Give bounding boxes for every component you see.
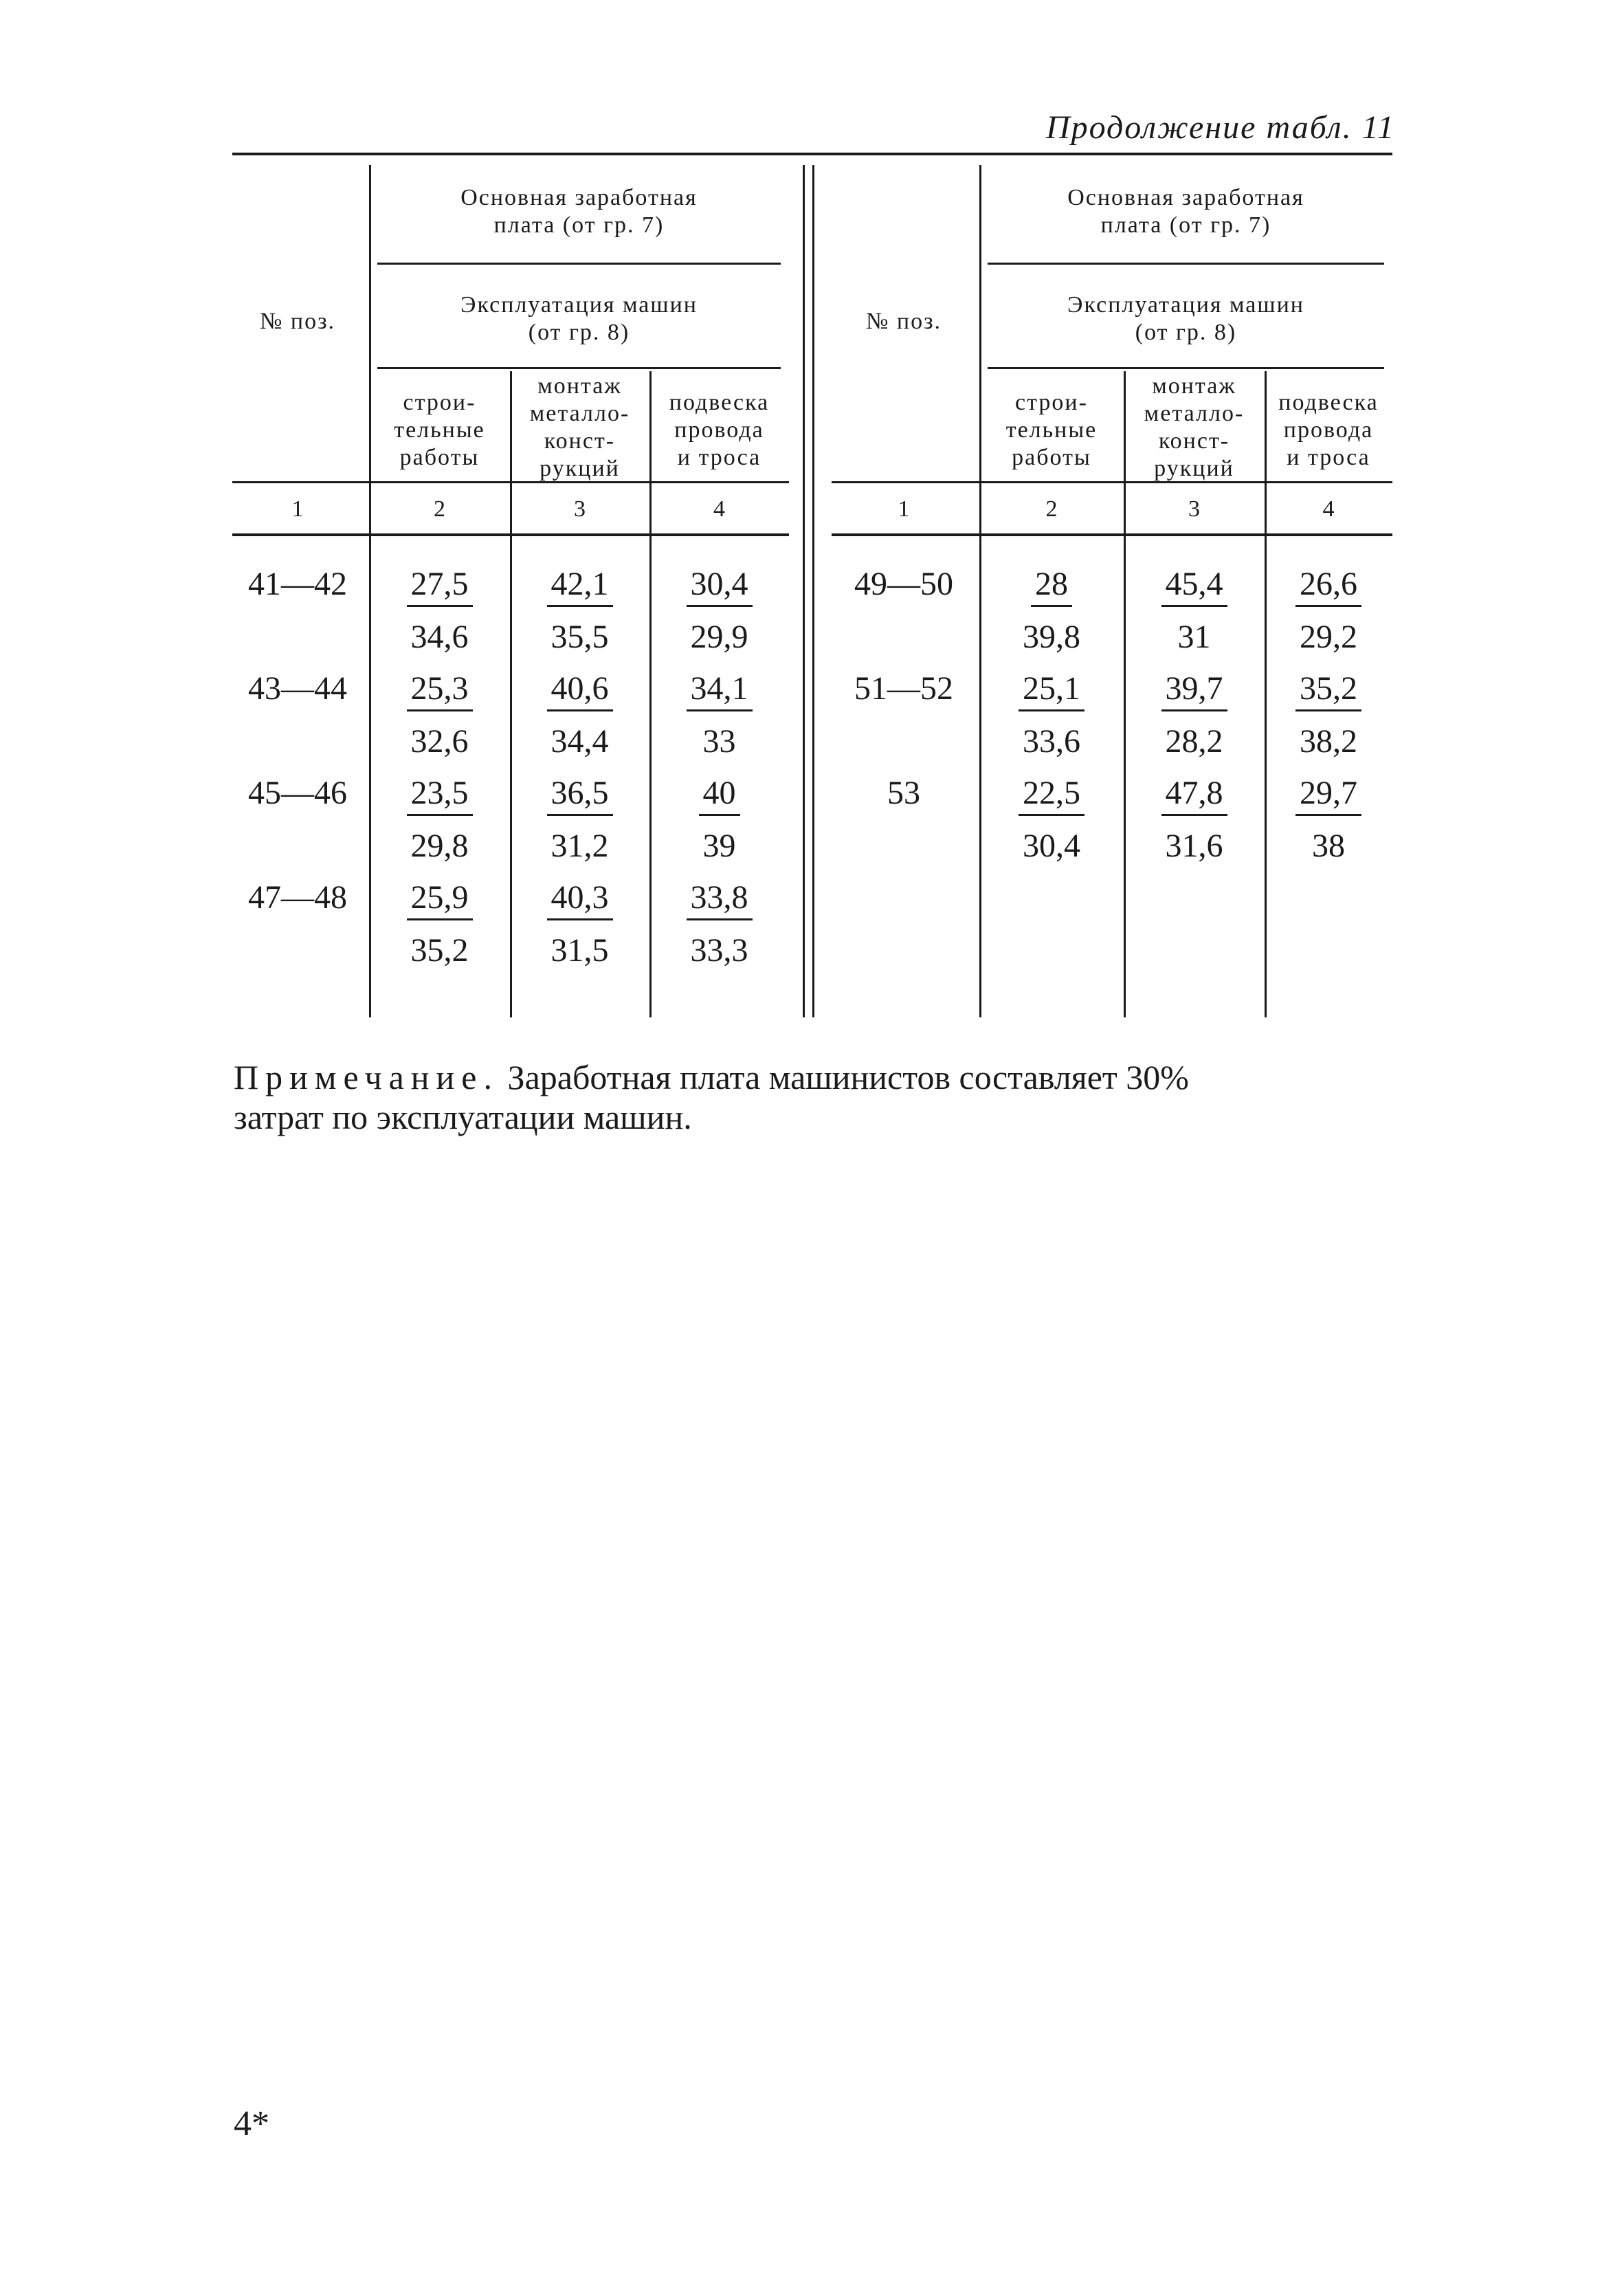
left-col-mount-header: монтаж металло- конст- рукций [529,373,630,481]
right-main-wage-header: Основная заработная плата (от гр. 7) [1067,185,1304,238]
fraction-numerator: 33,8 [687,879,753,920]
left-col-number-3: 3 [574,496,586,522]
left-pos-header: № поз. [259,309,336,334]
left-row-pos: 47—48 [248,879,347,916]
fraction-denominator: 33,3 [690,932,748,969]
page-number: 4* [234,2104,269,2143]
center-divider-a [803,165,805,1017]
left-rule-under-numbers [232,533,789,536]
fraction-denominator: 29,8 [410,828,469,864]
note-text: Заработная плата машинистов составляет 30% [499,1058,1189,1096]
table-caption: Продолжение табл. 11 [1045,109,1395,146]
right-row-mount-fraction [1146,565,1243,656]
right-row-wire-fraction [1280,565,1377,656]
right-row-wire-fraction [1280,670,1377,761]
left-row-pos: 43—44 [248,670,347,707]
right-row-pos: 53 [887,775,920,811]
left-row-mount-fraction [532,879,628,970]
fraction-numerator: 35,2 [1295,670,1361,711]
right-row-build-fraction [1003,565,1100,656]
fraction-numerator: 30,4 [687,565,753,607]
fraction-denominator: 34,4 [550,723,609,760]
right-col-number-1: 1 [898,496,910,522]
left-row-mount-fraction [532,565,628,656]
fraction-denominator: 39,8 [1023,619,1080,655]
left-row-wire-fraction [671,879,768,970]
fraction-numerator: 40 [699,774,740,816]
left-rule-under-machines [377,367,781,369]
fraction-denominator: 31 [1177,619,1211,655]
right-rule-under-wage [988,263,1384,265]
right-row-wire-fraction [1280,774,1377,865]
fraction-numerator: 23,5 [407,774,473,816]
center-divider-b [812,165,814,1017]
right-rule-under-subheads [832,481,1392,483]
fraction-denominator: 31,6 [1165,828,1223,864]
fraction-numerator: 25,9 [407,879,473,920]
fraction-denominator: 33 [702,723,736,760]
left-row-wire-fraction [671,565,768,656]
left-col-wire-header: подвеска провода и троса [669,390,770,470]
left-row-build-fraction [392,565,488,656]
fraction-numerator: 22,5 [1019,774,1084,816]
fraction-numerator: 25,1 [1019,670,1084,711]
left-row-mount-fraction [532,670,628,761]
fraction-denominator: 30,4 [1023,828,1080,864]
note-text-line2: затрат по эксплуатации машин. [234,1098,692,1136]
fraction-numerator: 25,3 [407,670,473,711]
fraction-numerator: 36,5 [547,774,613,816]
fraction-denominator: 38,2 [1300,723,1357,760]
right-col-number-3: 3 [1188,496,1200,522]
right-col-mount-header: монтаж металло- конст- рукций [1144,373,1245,481]
fraction-denominator: 35,2 [410,932,469,969]
left-row-wire-fraction [671,774,768,865]
right-col-wire-header: подвеска провода и троса [1278,390,1379,470]
fraction-numerator: 40,6 [547,670,613,711]
left-col-number-1: 1 [291,496,304,522]
right-row-pos: 49—50 [854,566,953,602]
top-rule [232,153,1392,155]
fraction-numerator: 29,7 [1295,774,1361,816]
fraction-numerator: 39,7 [1161,670,1227,711]
left-row-pos: 45—46 [248,775,347,811]
fraction-numerator: 45,4 [1161,565,1227,607]
left-row-mount-fraction [532,774,628,865]
left-col-number-2: 2 [434,496,445,522]
fraction-denominator: 33,6 [1023,723,1080,760]
fraction-denominator: 31,2 [550,828,609,864]
fraction-numerator: 34,1 [687,670,753,711]
fraction-numerator: 27,5 [407,565,473,607]
fraction-denominator: 29,9 [690,619,748,655]
right-col-number-4: 4 [1322,496,1335,522]
right-col-number-2: 2 [1045,496,1058,522]
right-rule-under-numbers [832,533,1392,536]
fraction-denominator: 39 [702,828,736,864]
note-paragraph [234,1057,1402,1137]
right-row-pos: 51—52 [854,670,953,707]
right-machines-header: Эксплуатация машин (от гр. 8) [1067,292,1304,345]
fraction-numerator: 26,6 [1295,565,1361,607]
fraction-numerator: 28 [1031,565,1072,607]
left-row-build-fraction [392,774,488,865]
left-row-build-fraction [392,879,488,970]
fraction-numerator: 40,3 [547,879,613,920]
left-machines-header: Эксплуатация машин (от гр. 8) [460,292,698,345]
left-col-number-4: 4 [713,496,725,522]
fraction-numerator: 42,1 [547,565,613,607]
right-row-build-fraction [1003,670,1100,761]
fraction-denominator: 35,5 [550,619,609,655]
fraction-denominator: 34,6 [410,619,469,655]
fraction-denominator: 38 [1312,828,1345,864]
fraction-denominator: 28,2 [1165,723,1223,760]
left-col-build-header: строи- тельные работы [394,390,485,470]
left-row-wire-fraction [671,670,768,761]
left-rule-under-wage [377,263,781,265]
left-main-wage-header: Основная заработная плата (от гр. 7) [460,185,698,238]
fraction-denominator: 29,2 [1300,619,1357,655]
right-col-build-header: строи- тельные работы [1005,390,1098,470]
right-row-build-fraction [1003,774,1100,865]
right-row-mount-fraction [1146,774,1243,865]
left-row-pos: 41—42 [248,566,347,602]
fraction-denominator: 31,5 [550,932,609,969]
left-row-build-fraction [392,670,488,761]
right-rule-under-machines [988,367,1384,369]
right-pos-header: № поз. [865,309,942,334]
note-label: Примечание. [234,1058,500,1096]
fraction-numerator: 47,8 [1161,774,1227,816]
fraction-denominator: 32,6 [410,723,469,760]
right-row-mount-fraction [1146,670,1243,761]
